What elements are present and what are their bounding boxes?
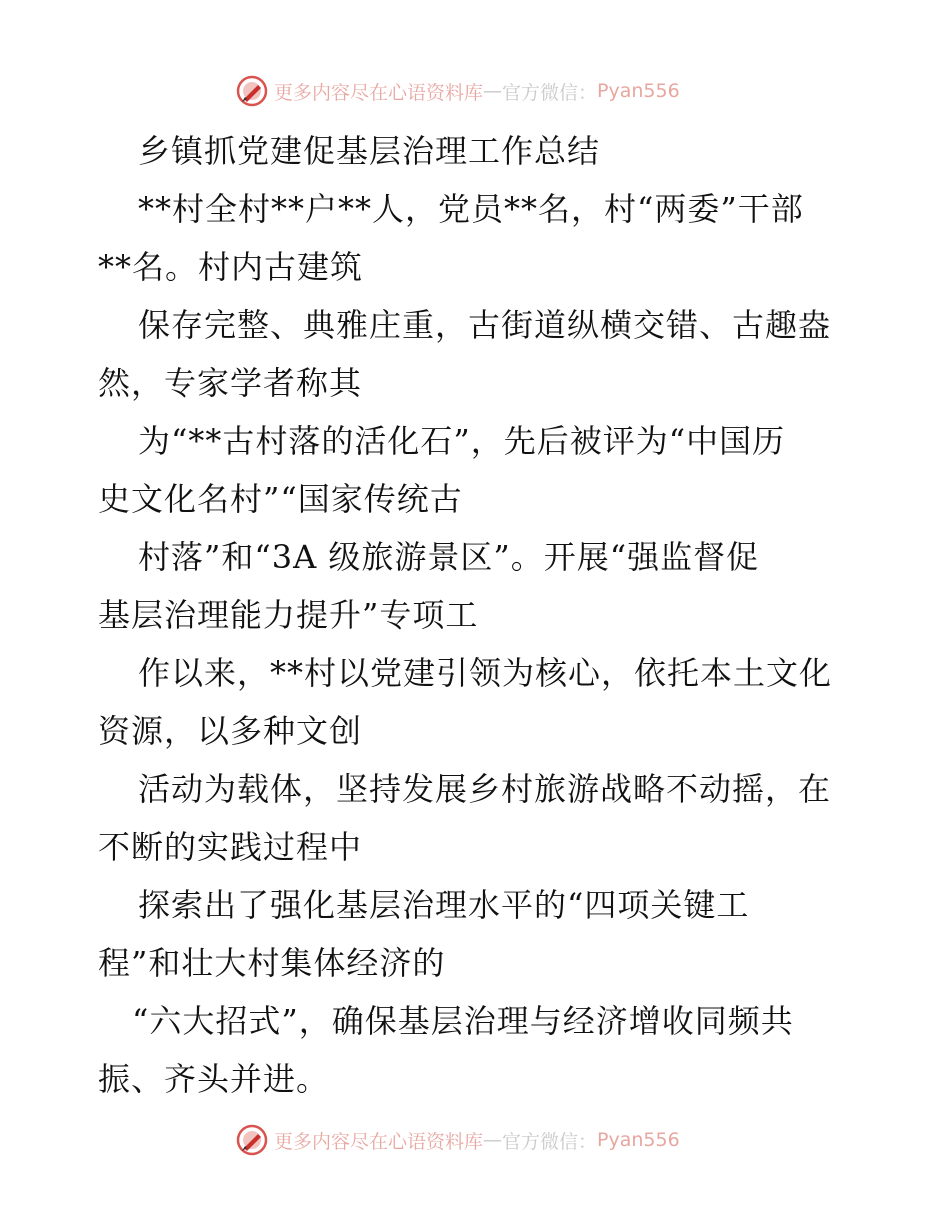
banner-wechat-label: 官方微信： — [502, 1130, 598, 1153]
paragraph-line: **名。村内古建筑 — [98, 248, 364, 286]
footer-banner — [236, 1123, 756, 1157]
banner-dash: — — [483, 80, 503, 102]
paragraph-line: 程”和壮大村集体经济的 — [98, 944, 446, 982]
paragraph-line: 保存完整、典雅庄重，古街道纵横交错、古趣盎 — [138, 306, 832, 344]
paragraph-line: 不断的实践过程中 — [98, 828, 363, 866]
banner-wechat-id: Pyan556 — [597, 1129, 680, 1151]
document-body — [98, 122, 858, 1108]
paragraph-line: 然，专家学者称其 — [98, 364, 363, 402]
brand-logo-icon — [236, 75, 268, 107]
banner-text: 更多内容尽在心语资料库 — [274, 1130, 484, 1153]
banner-wechat-label: 官方微信： — [502, 81, 598, 104]
paragraph-line: 基层治理能力提升”专项工 — [98, 596, 479, 634]
banner-wechat-id: Pyan556 — [597, 80, 680, 102]
paragraph-line: 振、齐头并进。 — [98, 1060, 330, 1098]
paragraph-line: 村落”和“3A 级旅游景区”。开展“强监督促 — [138, 538, 760, 576]
paragraph-line: 史文化名村”“国家传统古 — [98, 480, 463, 518]
paragraph-line: 为“**古村落的活化石”，先后被评为“中国历 — [138, 422, 786, 460]
paragraph-line: “六大招式”，确保基层治理与经济增收同频共 — [132, 1002, 794, 1040]
document-title: 乡镇抓党建促基层治理工作总结 — [138, 132, 601, 170]
paragraph-line: 活动为载体，坚持发展乡村旅游战略不动摇，在 — [138, 770, 832, 808]
banner-dash: — — [483, 1129, 503, 1151]
paragraph-line: 资源，以多种文创 — [98, 712, 363, 750]
header-banner — [236, 74, 756, 108]
paragraph-line: 作以来，**村以党建引领为核心，依托本土文化 — [138, 654, 833, 692]
banner-text: 更多内容尽在心语资料库 — [274, 81, 484, 104]
paragraph-line: **村全村**户**人，党员**名，村“两委”干部 — [138, 190, 804, 228]
brand-logo-icon — [236, 1124, 268, 1156]
paragraph-line: 探索出了强化基层治理水平的“四项关键工 — [138, 886, 750, 924]
